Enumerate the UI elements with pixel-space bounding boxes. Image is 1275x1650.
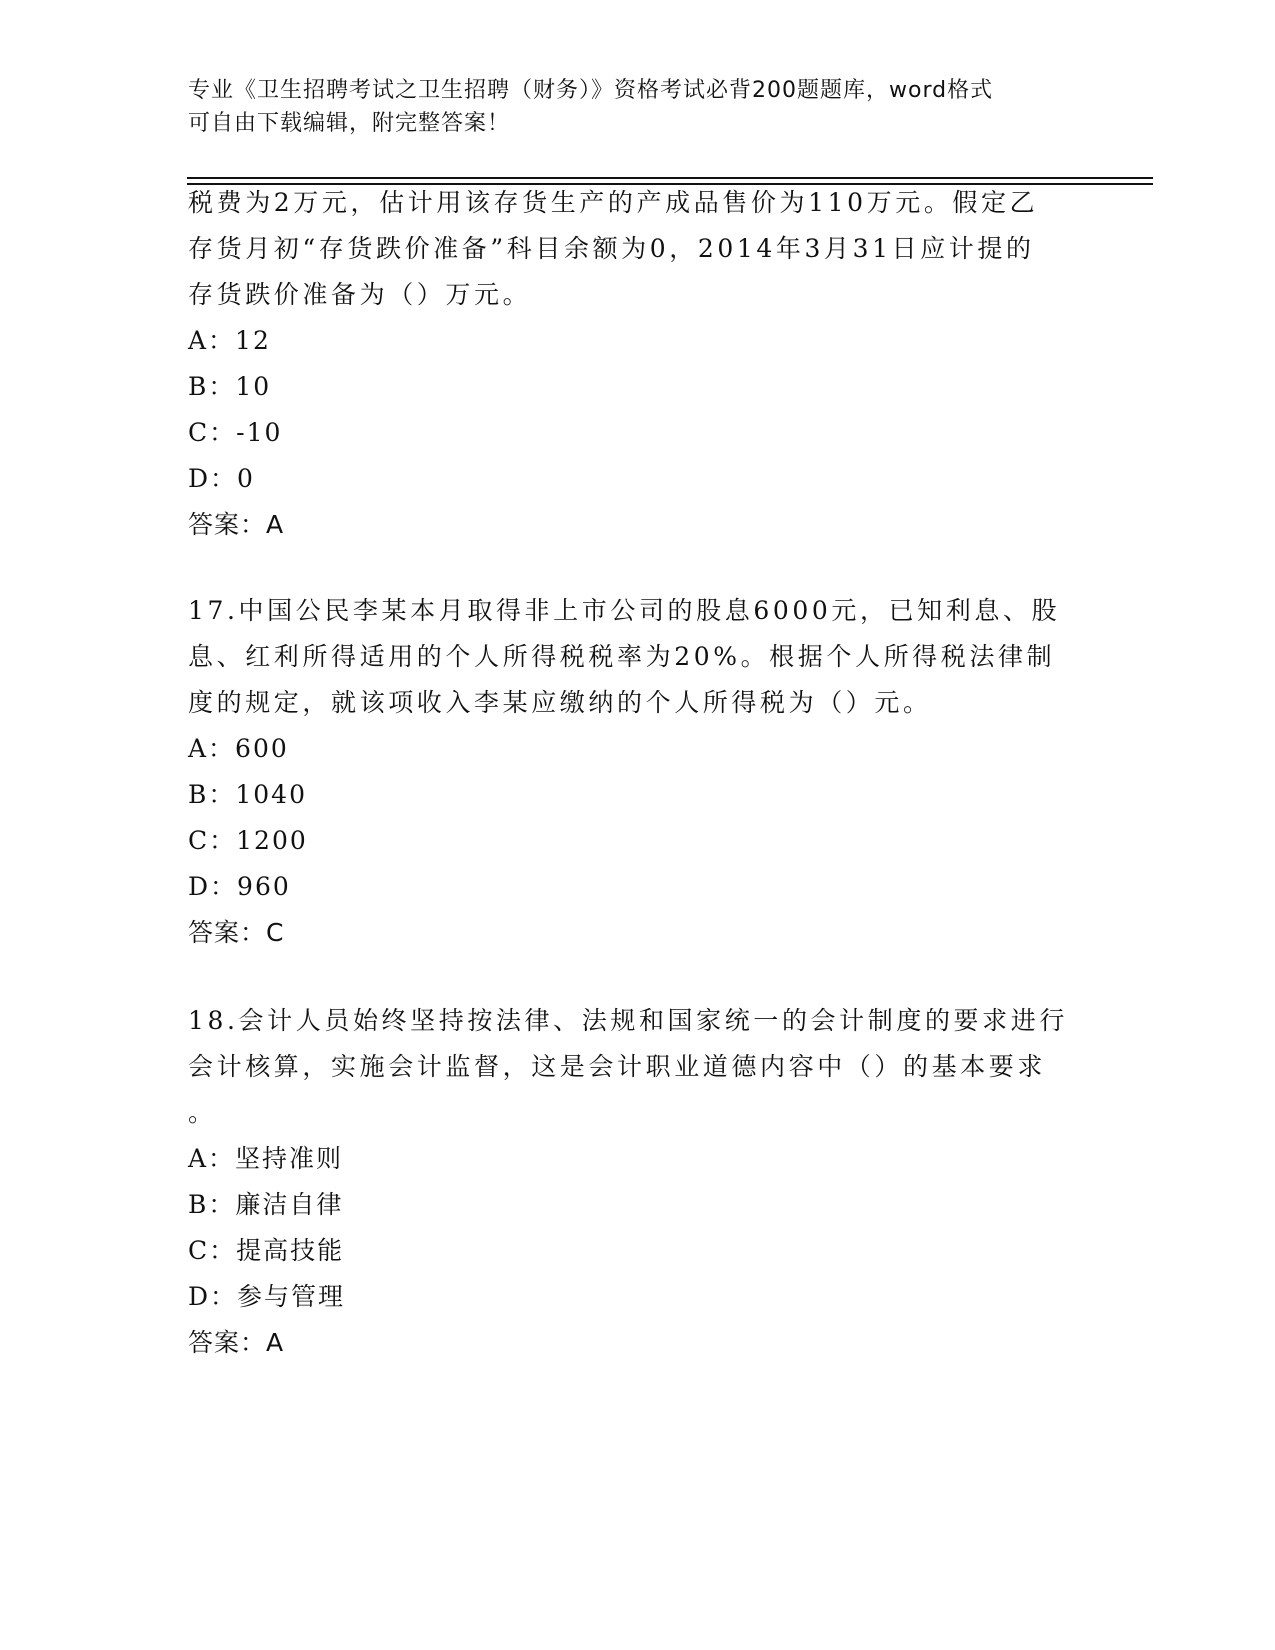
question-18-option-a: A：坚持准则 bbox=[188, 1144, 344, 1173]
header-line-1: 专业《卫生招聘考试之卫生招聘（财务）》资格考试必背200题题库，word格式 bbox=[188, 78, 994, 103]
question-16-option-d: D：0 bbox=[188, 464, 255, 493]
question-17-block bbox=[188, 588, 1088, 956]
question-16-text-line-2: 存货月初“存货跌价准备”科目余额为0，2014年3月31日应计提的 bbox=[188, 234, 1035, 263]
question-16-option-b: B：10 bbox=[188, 372, 272, 401]
question-18-text-line-2: 会计核算，实施会计监督，这是会计职业道德内容中（）的基本要求 bbox=[188, 1052, 1047, 1081]
question-18-option-c: C：提高技能 bbox=[188, 1236, 345, 1265]
question-16-text-line-1: 税费为2万元，估计用该存货生产的产成品售价为110万元。假定乙 bbox=[188, 188, 1039, 217]
question-18-text-line-3: 。 bbox=[188, 1098, 217, 1127]
question-17-option-a: A：600 bbox=[188, 734, 289, 763]
question-16-text-line-3: 存货跌价准备为（）万元。 bbox=[188, 280, 532, 309]
question-18-option-b: B：廉洁自律 bbox=[188, 1190, 344, 1219]
question-18-block bbox=[188, 998, 1088, 1366]
document-header bbox=[188, 74, 1088, 140]
question-17-answer: 答案：C bbox=[188, 918, 285, 947]
header-divider-top bbox=[187, 177, 1153, 179]
question-17-text-line-2: 息、红利所得适用的个人所得税税率为20%。根据个人所得税法律制 bbox=[188, 642, 1056, 671]
question-17-text-line-1: 17.中国公民李某本月取得非上市公司的股息6000元，已知利息、股 bbox=[188, 596, 1061, 625]
question-18-text-line-1: 18.会计人员始终坚持按法律、法规和国家统一的会计制度的要求进行 bbox=[188, 1006, 1068, 1035]
header-line-2: 可自由下载编辑，附完整答案！ bbox=[188, 111, 511, 136]
question-16-answer: 答案：A bbox=[188, 510, 285, 539]
question-17-option-d: D：960 bbox=[188, 872, 291, 901]
question-16-option-c: C：-10 bbox=[188, 418, 283, 447]
question-16-block bbox=[188, 180, 1088, 548]
question-17-text-line-3: 度的规定，就该项收入李某应缴纳的个人所得税为（）元。 bbox=[188, 688, 932, 717]
question-18-answer: 答案：A bbox=[188, 1328, 285, 1357]
question-17-option-c: C：1200 bbox=[188, 826, 308, 855]
question-16-option-a: A：12 bbox=[188, 326, 271, 355]
question-18-option-d: D：参与管理 bbox=[188, 1282, 346, 1311]
question-17-option-b: B：1040 bbox=[188, 780, 307, 809]
